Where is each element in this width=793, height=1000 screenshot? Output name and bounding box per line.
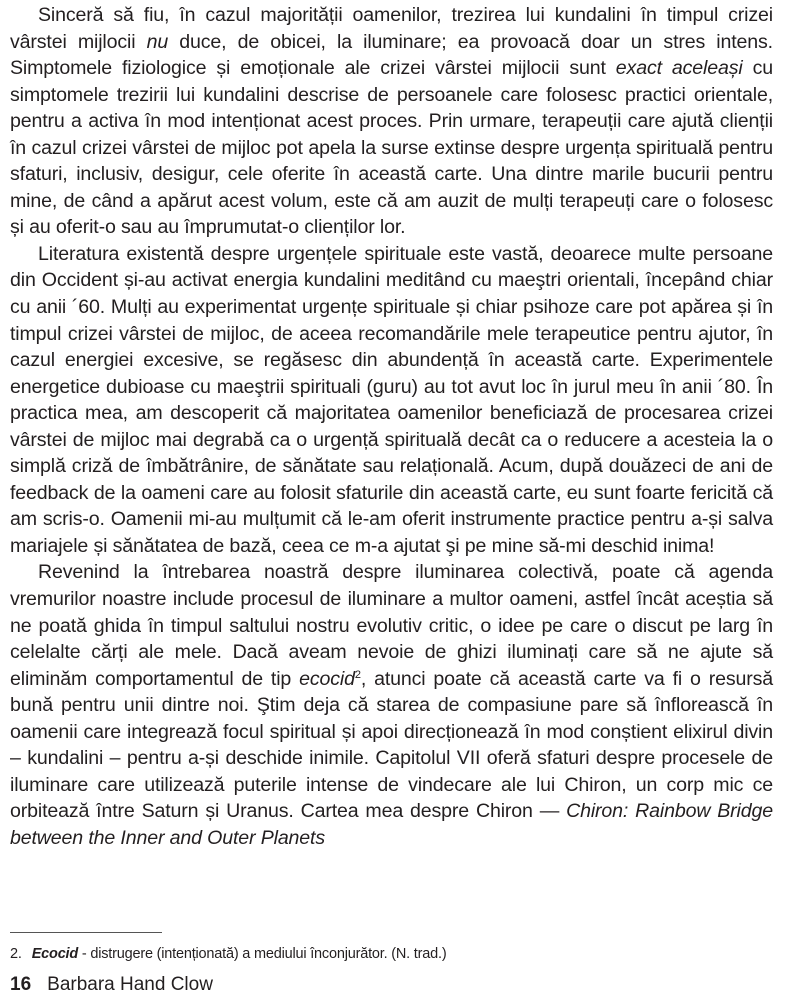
paragraph bbox=[10, 241, 773, 560]
page-number: 16 bbox=[10, 974, 32, 995]
text-run-italic: ecocid bbox=[299, 667, 355, 690]
text-run: Revenind la întrebarea noastră despre iluminarea colectivă, poate că agenda vremurilor noastre include procesul de iluminare a multor oameni, astfel încât aceștia să ne poată ghida în timpul saltului nostru evolutiv critic, o idee pe care o discut pe larg în celelalte cărți ale mele. Dacă aveam nevoie de ghizi iluminați care să ne ajute să eliminăm comportamentul de tip bbox=[10, 561, 773, 690]
footnote-number: 2. bbox=[10, 946, 22, 962]
text-run: , atunci poate că această carte va fi o resursă bună pentru unii dintre noi. Ştim deja că starea de compasiune pare să înflorească în oamenii care integrează focul spiritual și apoi direcționează în mod conștient elixirul divin – kundalini – pentru a-și deschide inimile. Capitolul VII oferă sfaturi despre procesele de iluminare care utilizează puterile intense de vindecare ale lui Chiron, un corp mic ce orbitează între Saturn și Uranus. Cartea mea despre Chiron — bbox=[10, 667, 773, 823]
text-run: cu simptomele trezirii lui kundalini descrise de persoanele care folosesc practici orientale, pentru a activa în mod intenționat acest proces. Prin urmare, terapeuții care ajută clienții în cazul crizei vârstei de mijloc pot apela la surse extinse despre urgența spirituală pentru sfaturi, inclusiv, desigur, cele oferite în această carte. Una dintre marile bucurii pentru mine, de când a apărut acest volum, este că am auzit de mulți terapeuți care o folosesc și au oferit-o sau au împrumutat-o clienților lor. bbox=[10, 57, 773, 239]
page-footer bbox=[10, 974, 213, 996]
text-run: duce, de obicei, la iluminare; ea provoacă doar un stres intens. Simptomele fiziologice și emoționale ale crizei vârstei mijlocii sunt bbox=[10, 30, 773, 80]
paragraph bbox=[10, 2, 773, 241]
footnote-term: Ecocid bbox=[31, 946, 79, 962]
text-run: Literatura existentă despre urgențele spirituale este vastă, deoarece multe persoane din Occident și-au activat energia kundalini meditând cu maeştri orientali, începând chiar cu anii ´60. Mulți au experimentat urgențe spirituale și chiar psihoze care pot apărea și în timpul crizei vârstei de mijloc, de aceea recomandările mele terapeutice pentru ajutor, în cazul energiei excesive, se regăsesc din abundență în această carte. Experimentele energetice dubioase cu maeştrii spirituali (guru) au tot avut loc în jurul meu în anii ´80. În practica mea, am descoperit că majoritatea oamenilor beneficiază de procesarea crizei vârstei de mijloc mai degrabă ca o urgență spirituală decât ca o reducere a acesteia la o simplă criză de îmbătrânire, de sănătate sau relațională. Acum, după douăzeci de ani de feedback de la oameni care au folosit sfaturile din această carte, eu sunt foarte fericită că am scris-o. Oamenii mi-au mulțumit că le-am oferit instrumente practice pentru a-și salva mariajele și sănătatea de bază, ceea ce m-a ajutat şi pe mine să-mi deschid inima! bbox=[10, 242, 773, 557]
footnote bbox=[10, 946, 446, 962]
running-author: Barbara Hand Clow bbox=[47, 974, 213, 995]
text-run-italic: Chiron: Rainbow Bridge between the Inner and Outer Planets bbox=[10, 800, 773, 849]
text-run-italic: nu bbox=[146, 30, 169, 53]
footnote-reference[interactable]: 2 bbox=[354, 668, 361, 681]
page-body bbox=[10, 2, 773, 852]
paragraph bbox=[10, 559, 773, 851]
text-run: Sinceră să fiu, în cazul majorității oamenilor, trezirea lui kundalini în timpul crizei vârstei mijlocii bbox=[10, 4, 773, 53]
footnote-divider bbox=[10, 932, 162, 933]
text-run-italic: exact aceleași bbox=[615, 57, 743, 80]
footnote-text: - distrugere (intenționată) a mediului înconjurător. (N. trad.) bbox=[78, 946, 447, 962]
